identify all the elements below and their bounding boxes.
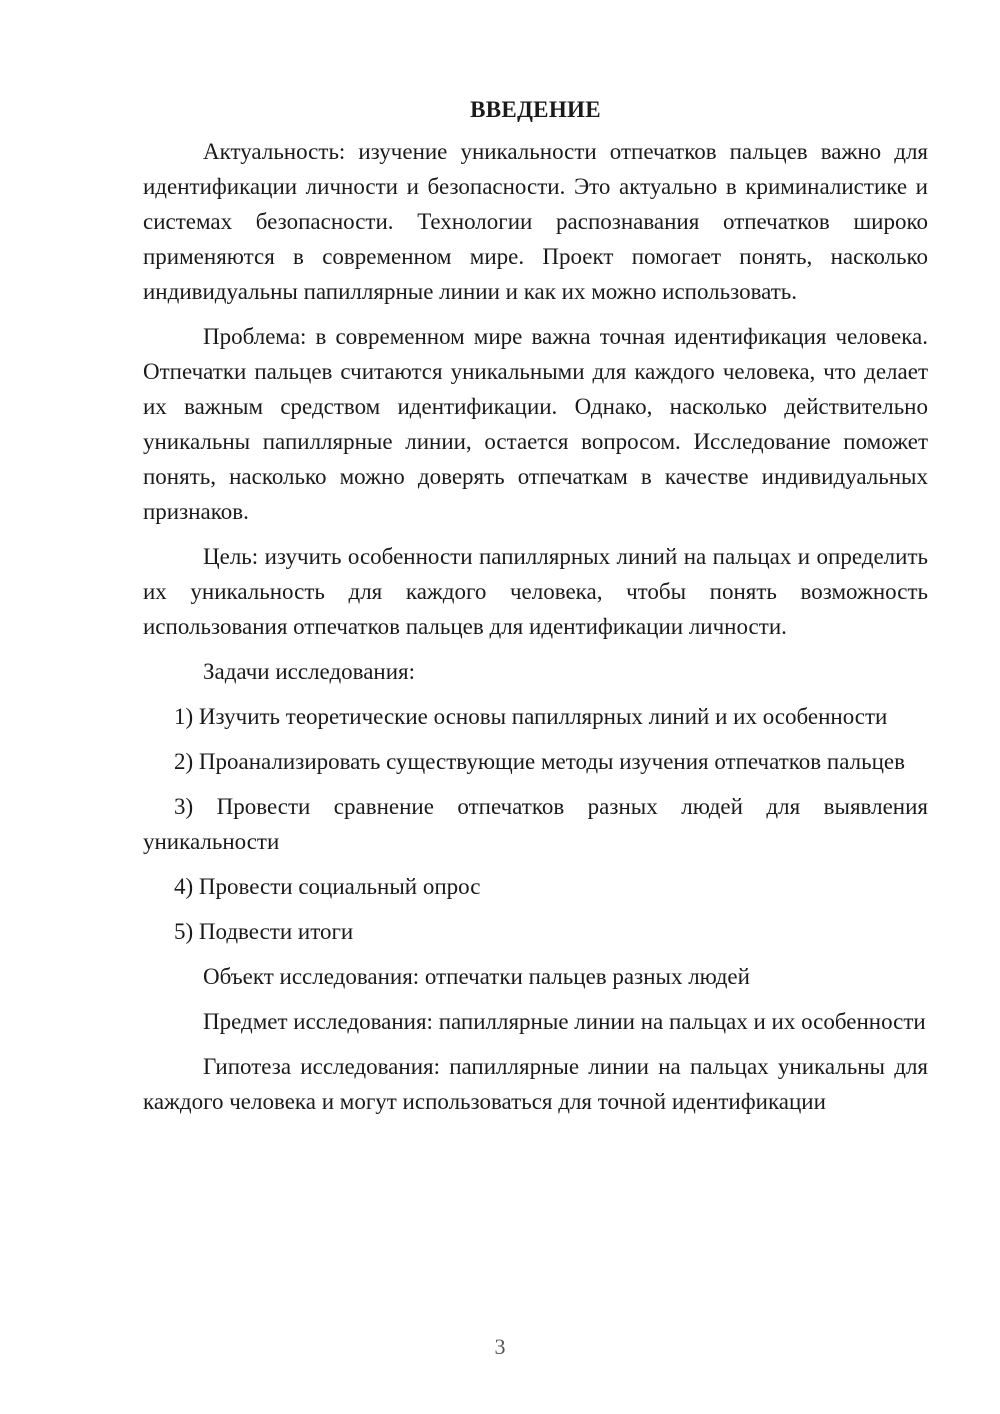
paragraph-problem: Проблема: в современном мире важна точная идентификация человека. Отпечатки пальцев считаются уникальными для каждого человека, что делает их важным средством идентификации. Однако, насколько действительно уникальны папиллярные линии, остается вопросом. Исследование поможет понять, насколько можно доверять отпечаткам в качестве индивидуальных признаков. <box>143 324 928 524</box>
paragraph-relevance: Актуальность: изучение уникальности отпечатков пальцев важно для идентификации личности и безопасности. Это актуально в криминалистике и системах безопасности. Технологии распознавания отпечатков широко применяются в современном мире. Проект помогает понять, насколько индивидуальны папиллярные линии и как их можно использовать. <box>143 139 928 304</box>
page-number: 3 <box>494 1334 506 1359</box>
task-item-4: 4) Провести социальный опрос <box>174 874 481 899</box>
task-item-2: 2) Проанализировать существующие методы изучения отпечатков пальцев <box>174 749 905 774</box>
section-title: ВВЕДЕНИЕ <box>470 97 601 122</box>
paragraph-hypothesis: Гипотеза исследования: папиллярные линии на пальцах уникальны для каждого человека и могут использоваться для точной идентификации <box>143 1054 928 1114</box>
paragraph-tasks-heading: Задачи исследования: <box>203 659 416 684</box>
page-content <box>143 92 928 1129</box>
task-item-3: 3) Провести сравнение отпечатков разных людей для выявления уникальности <box>143 794 928 854</box>
task-item-1: 1) Изучить теоретические основы папиллярных линий и их особенности <box>174 704 888 729</box>
paragraph-goal: Цель: изучить особенности папиллярных линий на пальцах и определить их уникальность для каждого человека, чтобы понять возможность использования отпечатков пальцев для идентификации личности. <box>143 544 928 639</box>
paragraph-subject: Предмет исследования: папиллярные линии на пальцах и их особенности <box>203 1009 926 1034</box>
task-item-5: 5) Подвести итоги <box>174 919 354 944</box>
paragraph-object: Объект исследования: отпечатки пальцев разных людей <box>203 964 750 989</box>
